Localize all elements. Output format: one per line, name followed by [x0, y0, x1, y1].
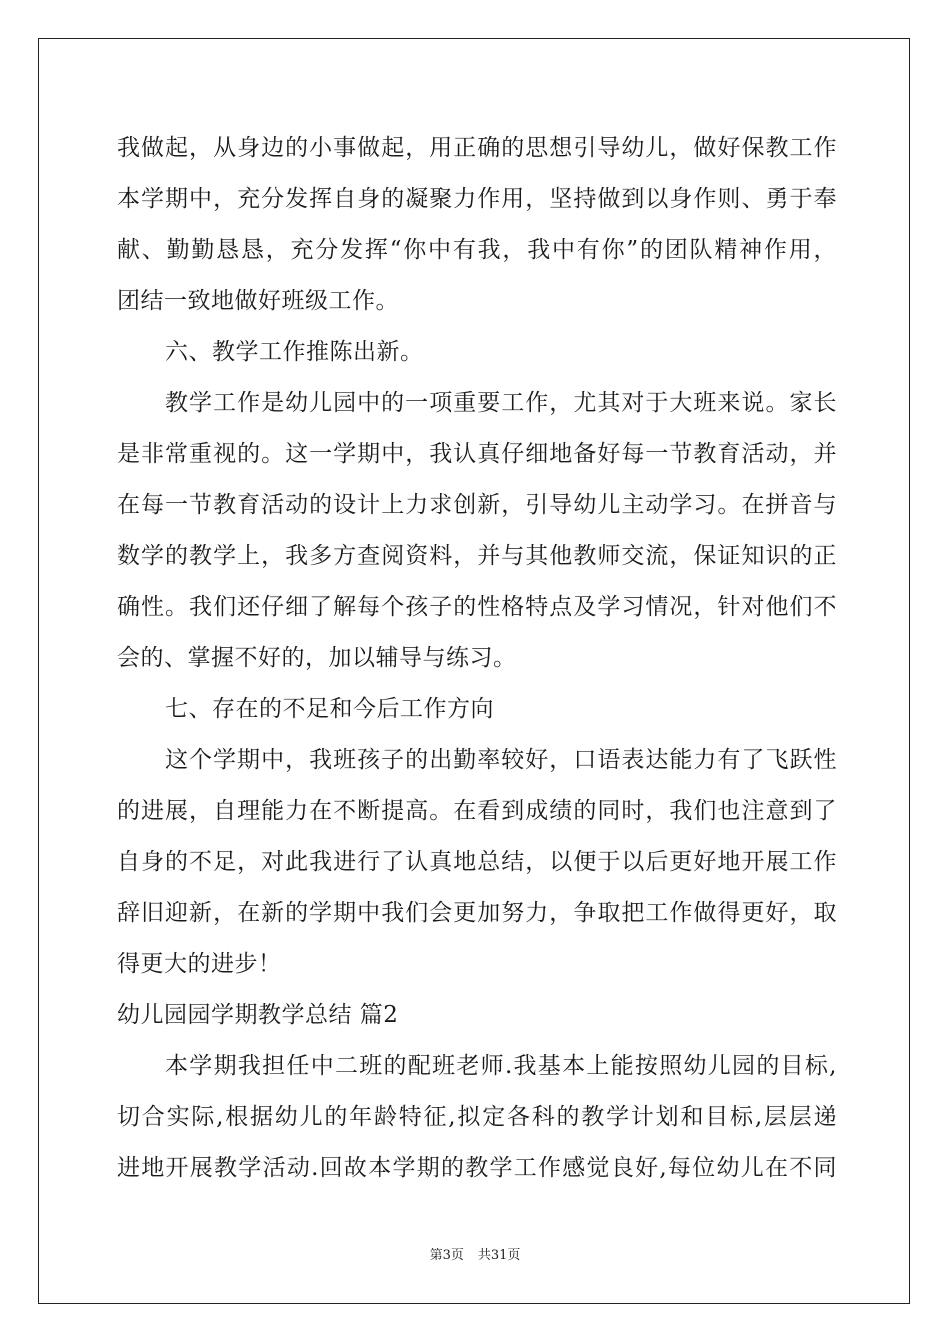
document-body	[117, 123, 837, 1194]
text-line: 会的、掌握不好的，加以辅导与练习。	[117, 645, 517, 671]
text-line: 我做起，从身边的小事做起，用正确的思想引导幼儿，做好保教工作	[117, 135, 837, 161]
page-total: 共31页	[477, 1248, 521, 1263]
text-line: 教学工作是幼儿园中的一项重要工作，尤其对于大班来说。家长	[165, 390, 837, 416]
text-line: 献、勤勤恳恳，充分发挥“你中有我，我中有你”的团队精神作用，	[117, 237, 837, 263]
text-line: 六、教学工作推陈出新。	[165, 339, 424, 365]
text-line: 在每一节教育活动的设计上力求创新，引导幼儿主动学习。在拼音与	[117, 492, 837, 518]
text-line: 本学期中，充分发挥自身的凝聚力作用，坚持做到以身作则、勇于奉	[117, 186, 837, 212]
text-line: 得更大的进步！	[117, 951, 282, 977]
text-line: 辞旧迎新，在新的学期中我们会更加努力，争取把工作做得更好，取	[117, 900, 837, 926]
page-number: 第3页	[429, 1248, 464, 1263]
text-line: 团结一致地做好班级工作。	[117, 288, 399, 314]
text-line: 确性。我们还仔细了解每个孩子的性格特点及学习情况，针对他们不	[117, 594, 837, 620]
text-line: 本学期我担任中二班的配班老师.我基本上能按照幼儿园的目标,	[165, 1053, 837, 1079]
text-line: 数学的教学上，我多方查阅资料，并与其他教师交流，保证知识的正	[117, 543, 837, 569]
text-line: 幼儿园园学期教学总结 篇2	[117, 1002, 399, 1028]
text-line: 进地开展教学活动.回故本学期的教学工作感觉良好,每位幼儿在不同	[117, 1155, 837, 1181]
text-line: 自身的不足，对此我进行了认真地总结，以便于以后更好地开展工作	[117, 849, 837, 875]
text-line: 切合实际,根据幼儿的年龄特征,拟定各科的教学计划和目标,层层递	[117, 1104, 837, 1130]
text-line: 是非常重视的。这一学期中，我认真仔细地备好每一节教育活动，并	[117, 441, 837, 467]
text-line: 这个学期中，我班孩子的出勤率较好，口语表达能力有了飞跃性	[165, 747, 837, 773]
page-footer	[0, 1244, 950, 1263]
text-line: 七、存在的不足和今后工作方向	[165, 696, 494, 722]
text-line: 的进展，自理能力在不断提高。在看到成绩的同时，我们也注意到了	[117, 798, 837, 824]
